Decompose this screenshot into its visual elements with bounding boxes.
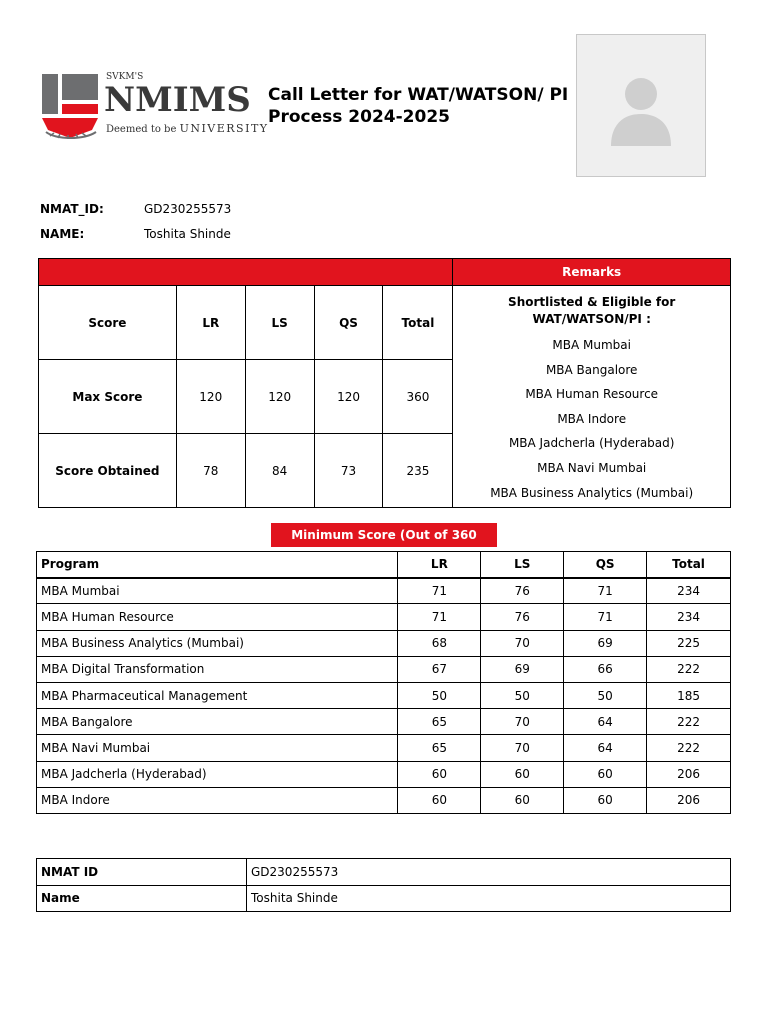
program-row: [37, 709, 731, 735]
lr-header-cell: LR: [398, 552, 481, 578]
logo-deemed-text: [106, 122, 269, 135]
program-minimum-score-table: [36, 551, 731, 814]
logo-university-text: UNIVERSITY: [179, 122, 269, 135]
score-obtained-qs: 73: [314, 434, 383, 508]
qs-cell: 60: [564, 761, 647, 787]
candidate-id-key: Name: [37, 885, 247, 912]
ls-header-cell: LS: [481, 552, 564, 578]
name-label: NAME:: [40, 227, 85, 241]
remarks-item: MBA Bangalore: [545, 362, 638, 377]
program-name-cell: MBA Indore: [37, 787, 398, 813]
remarks-cell: [453, 286, 731, 508]
qs-cell: 71: [564, 578, 647, 604]
program-row: [37, 604, 731, 630]
program-row: [37, 630, 731, 656]
logo-svkm-text: SVKM'S: [106, 72, 144, 82]
score-header-cell: Score: [39, 286, 177, 360]
qs-cell: 64: [564, 709, 647, 735]
candidate-photo: [576, 34, 706, 177]
ls-cell: 60: [481, 761, 564, 787]
logo-nmims-text: NMIMS: [104, 80, 251, 120]
lr-cell: 65: [398, 709, 481, 735]
total-cell: 206: [647, 761, 731, 787]
qs-cell: 50: [564, 682, 647, 708]
score-obtained-label: Score Obtained: [39, 434, 177, 508]
max-score-qs: 120: [314, 360, 383, 434]
score-table-header-bar: [39, 259, 731, 286]
lr-cell: 68: [398, 630, 481, 656]
ls-cell: 70: [481, 709, 564, 735]
lr-cell: 71: [398, 578, 481, 604]
program-row: [37, 735, 731, 761]
program-table-body: [37, 578, 731, 814]
lr-cell: 60: [398, 761, 481, 787]
remarks-title: Shortlisted & Eligible for WAT/WATSON/PI :: [508, 295, 676, 326]
score-header-row: [39, 286, 731, 360]
score-obtained-lr: 78: [176, 434, 245, 508]
program-row: [37, 761, 731, 787]
remarks-item: MBA Indore: [557, 411, 627, 426]
lr-header-cell: LR: [176, 286, 245, 360]
remarks-item: MBA Human Resource: [525, 387, 659, 402]
program-name-cell: MBA Mumbai: [37, 578, 398, 604]
qs-cell: 60: [564, 787, 647, 813]
ls-cell: 76: [481, 604, 564, 630]
program-header-cell: Program: [37, 552, 398, 578]
candidate-photo-placeholder-icon: [577, 35, 705, 176]
total-cell: 206: [647, 787, 731, 813]
total-header-cell: Total: [647, 552, 731, 578]
remarks-header: Remarks: [453, 259, 731, 286]
candidate-id-value: GD230255573: [247, 859, 731, 886]
program-row: [37, 578, 731, 604]
ls-cell: 50: [481, 682, 564, 708]
ls-header-cell: LS: [245, 286, 314, 360]
remarks-item: MBA Jadcherla (Hyderabad): [508, 436, 675, 451]
remarks-item: MBA Business Analytics (Mumbai): [490, 485, 694, 500]
candidate-id-table-body: [37, 859, 731, 912]
program-name-cell: MBA Human Resource: [37, 604, 398, 630]
lr-cell: 65: [398, 735, 481, 761]
total-cell: 222: [647, 709, 731, 735]
score-obtained-ls: 84: [245, 434, 314, 508]
candidate-id-value: Toshita Shinde: [247, 885, 731, 912]
max-score-ls: 120: [245, 360, 314, 434]
minimum-score-banner: Minimum Score (Out of 360 Marks): [271, 523, 497, 547]
qs-header-cell: QS: [314, 286, 383, 360]
ls-cell: 70: [481, 630, 564, 656]
lr-cell: 71: [398, 604, 481, 630]
logo-deemed-prefix: Deemed to be: [106, 124, 177, 135]
ls-cell: 76: [481, 578, 564, 604]
program-row: [37, 656, 731, 682]
total-cell: 222: [647, 656, 731, 682]
total-cell: 225: [647, 630, 731, 656]
nmat-id-label: NMAT_ID:: [40, 202, 104, 216]
lr-cell: 60: [398, 787, 481, 813]
remarks-item: MBA Mumbai: [552, 338, 631, 352]
name-value: Toshita Shinde: [144, 227, 231, 241]
qs-cell: 69: [564, 630, 647, 656]
lr-cell: 50: [398, 682, 481, 708]
program-name-cell: MBA Digital Transformation: [37, 656, 398, 682]
remarks-item: MBA Navi Mumbai: [537, 460, 647, 475]
max-score-label: Max Score: [39, 360, 177, 434]
nmat-id-value: GD230255573: [144, 202, 232, 216]
candidate-id-key: NMAT ID: [37, 859, 247, 886]
qs-cell: 71: [564, 604, 647, 630]
candidate-id-row: [37, 885, 731, 912]
page-title: Call Letter for WAT/WATSON/ PI Process 2024-2025: [268, 85, 569, 127]
score-obtained-total: 235: [383, 434, 453, 508]
total-cell: 234: [647, 604, 731, 630]
qs-header-cell: QS: [564, 552, 647, 578]
program-name-cell: MBA Navi Mumbai: [37, 735, 398, 761]
ls-cell: 69: [481, 656, 564, 682]
nmims-logo: [40, 70, 269, 142]
program-name-cell: MBA Business Analytics (Mumbai): [37, 630, 398, 656]
candidate-id-table: [36, 858, 731, 912]
nmims-shield-icon: [40, 70, 102, 142]
program-row: [37, 682, 731, 708]
total-header-cell: Total: [383, 286, 453, 360]
program-name-cell: MBA Bangalore: [37, 709, 398, 735]
ls-cell: 70: [481, 735, 564, 761]
max-score-total: 360: [383, 360, 453, 434]
program-table-header-row: [37, 552, 731, 578]
score-table: [38, 258, 731, 508]
program-row: [37, 787, 731, 813]
total-cell: 234: [647, 578, 731, 604]
lr-cell: 67: [398, 656, 481, 682]
qs-cell: 66: [564, 656, 647, 682]
total-cell: 185: [647, 682, 731, 708]
program-name-cell: MBA Pharmaceutical Management: [37, 682, 398, 708]
max-score-lr: 120: [176, 360, 245, 434]
candidate-id-row: [37, 859, 731, 886]
qs-cell: 64: [564, 735, 647, 761]
ls-cell: 60: [481, 787, 564, 813]
program-name-cell: MBA Jadcherla (Hyderabad): [37, 761, 398, 787]
score-table-header-blank: [39, 259, 453, 286]
total-cell: 222: [647, 735, 731, 761]
